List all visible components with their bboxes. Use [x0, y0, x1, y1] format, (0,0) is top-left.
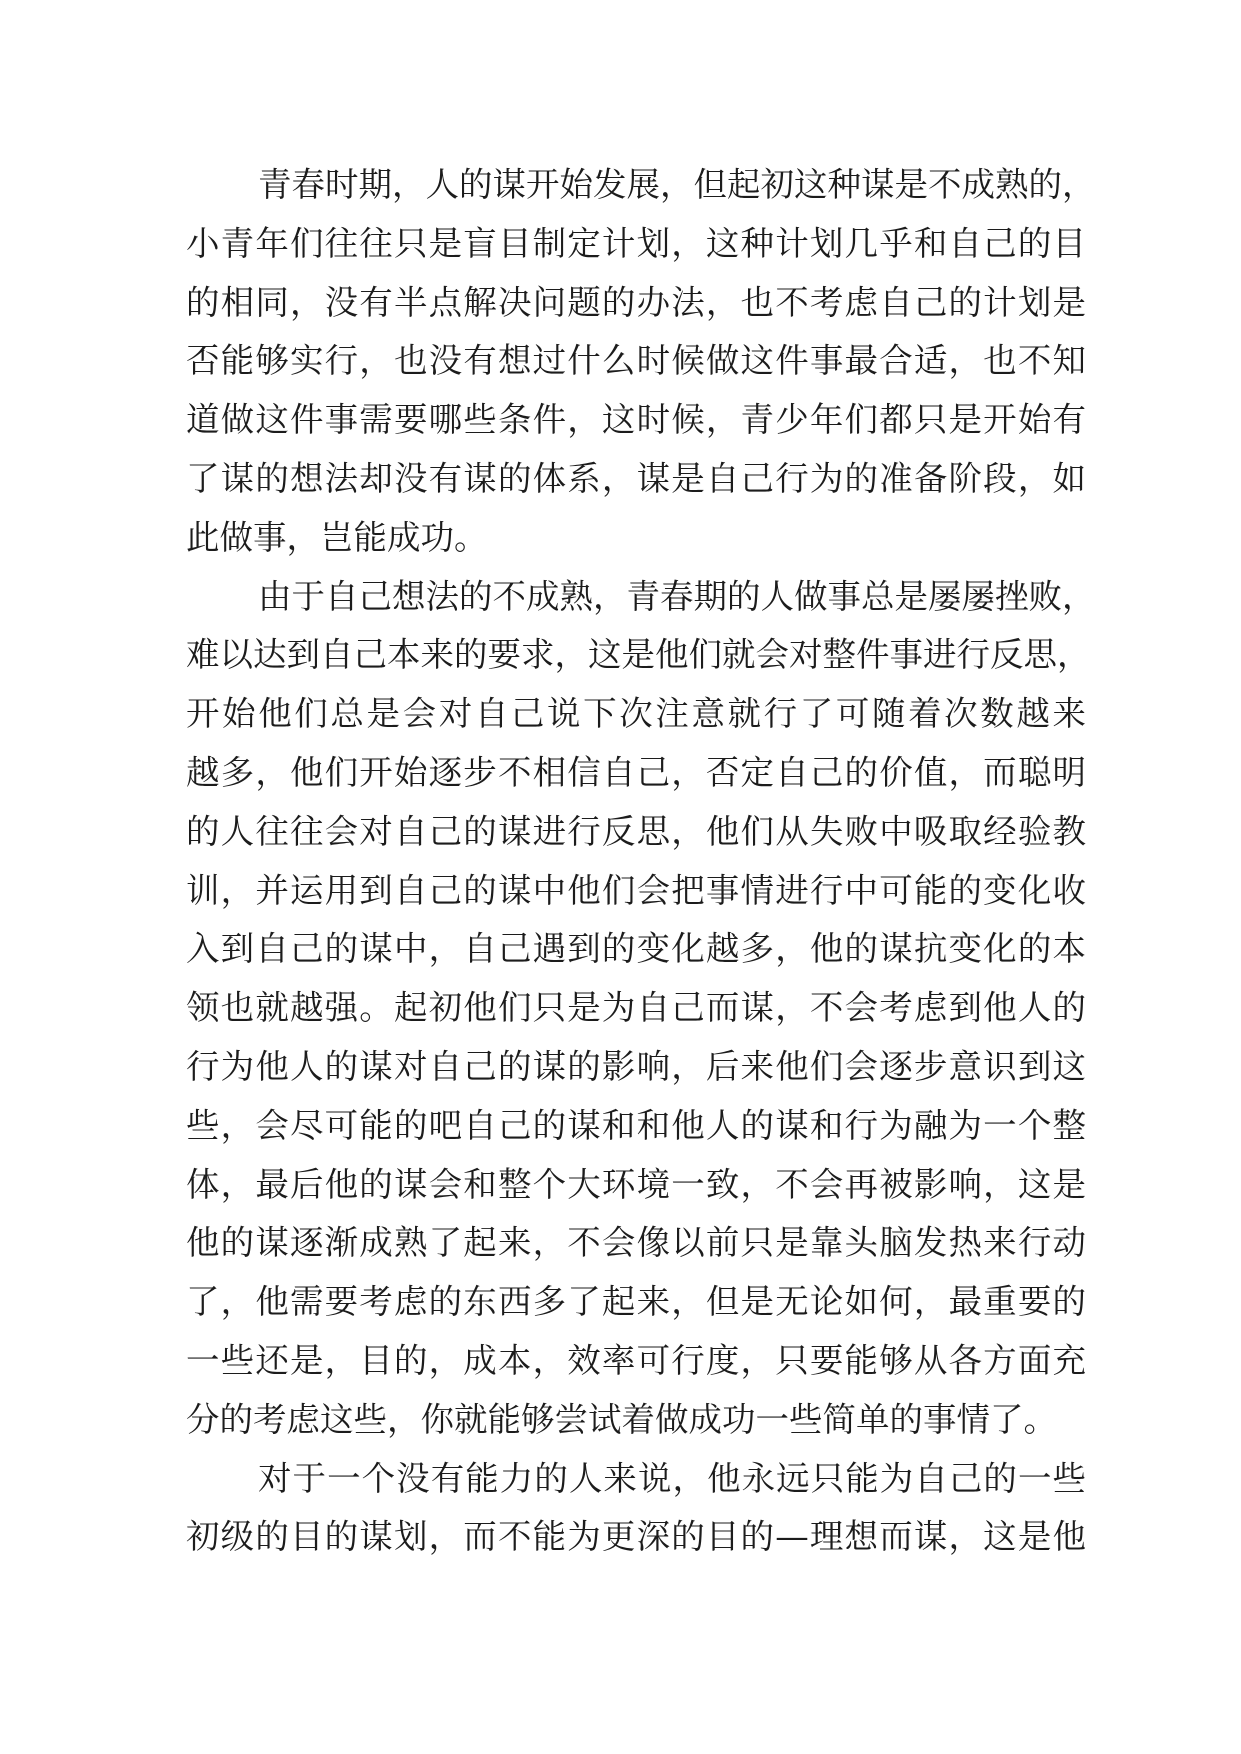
text-line: 他的谋逐渐成熟了起来，不会像以前只是靠头脑发热来行动	[186, 1223, 1086, 1263]
text-line: 行为他人的谋对自己的谋的影响，后来他们会逐步意识到这	[186, 1046, 1086, 1086]
text-line: 了谋的想法却没有谋的体系，谋是自己行为的准备阶段，如	[186, 458, 1086, 498]
text-line: 小青年们往往只是盲目制定计划，这种计划几乎和自己的目	[186, 223, 1086, 263]
text-line: 的相同，没有半点解决问题的办法，也不考虑自己的计划是	[186, 282, 1086, 322]
text-line: 难以达到自己本来的要求，这是他们就会对整件事进行反思，	[186, 635, 1091, 675]
text-line: 训，并运用到自己的谋中他们会把事情进行中可能的变化收	[186, 870, 1086, 910]
text-line: 道做这件事需要哪些条件，这时候，青少年们都只是开始有	[186, 400, 1086, 440]
text-line: 了，他需要考虑的东西多了起来，但是无论如何，最重要的	[186, 1282, 1086, 1322]
body-text	[186, 156, 1096, 1567]
text-line: 的人往往会对自己的谋进行反思，他们从失败中吸取经验教	[186, 811, 1086, 851]
text-line: 开始他们总是会对自己说下次注意就行了可随着次数越来	[186, 694, 1086, 734]
text-line: 对于一个没有能力的人来说，他永远只能为自己的一些	[258, 1458, 1086, 1498]
paragraph-1	[186, 156, 1096, 568]
text-line: 些，会尽可能的吧自己的谋和和他人的谋和行为融为一个整	[186, 1105, 1086, 1145]
text-line: 入到自己的谋中，自己遇到的变化越多，他的谋抗变化的本	[186, 929, 1086, 969]
text-line: 此做事，岂能成功。	[186, 517, 488, 557]
text-line: 越多，他们开始逐步不相信自己，否定自己的价值，而聪明	[186, 752, 1086, 792]
text-line: 由于自己想法的不成熟，青春期的人做事总是屡屡挫败，	[258, 576, 1096, 616]
text-line: 一些还是，目的，成本，效率可行度，只要能够从各方面充	[186, 1340, 1086, 1380]
text-line: 初级的目的谋划，而不能为更深的目的—理想而谋，这是他	[186, 1517, 1086, 1557]
paragraph-2	[186, 568, 1096, 1450]
text-line: 青春时期，人的谋开始发展，但起初这种谋是不成熟的，	[258, 165, 1096, 204]
text-line: 分的考虑这些，你就能够尝试着做成功一些简单的事情了。	[186, 1399, 1057, 1439]
text-line: 体，最后他的谋会和整个大环境一致，不会再被影响，这是	[186, 1164, 1086, 1204]
text-line: 领也就越强。起初他们只是为自己而谋，不会考虑到他人的	[186, 988, 1086, 1028]
text-line: 否能够实行，也没有想过什么时候做这件事最合适，也不知	[186, 341, 1086, 381]
paragraph-3	[186, 1450, 1086, 1568]
